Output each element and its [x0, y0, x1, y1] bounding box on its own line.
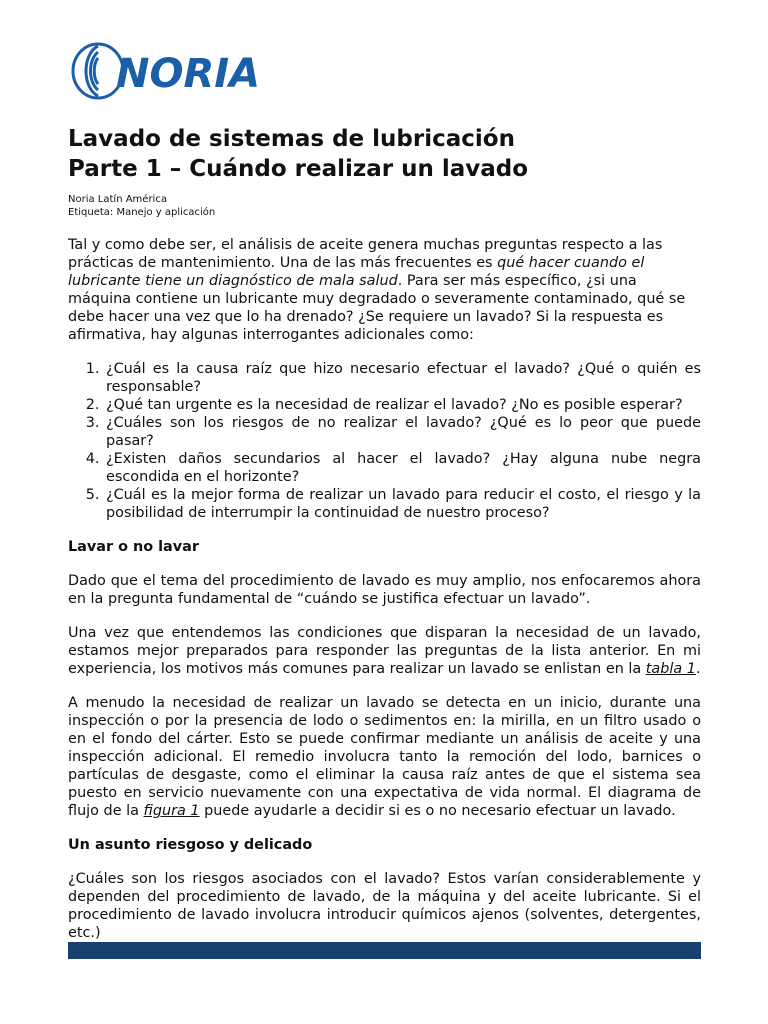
p3-text-a: A menudo la necesidad de realizar un lavado se detecta en un inicio, durante una inspección o por la presencia de lodo o sedimentos en: la mirilla, en un filtro usado o en el fondo del cárter. Esto se puede confirmar mediante un análisis de aceite y una inspección adicional. El remedio involucra tanto la remoción del lodo, barnices o partículas de desgaste, como el eliminar la causa raíz antes de que el sistema sea puesto en servicio nuevamente con una expectativa de vida normal. El diagrama de flujo de la: [68, 695, 701, 819]
questions-list: [68, 360, 701, 522]
tag: Etiqueta: Manejo y aplicación: [68, 207, 216, 218]
brand-wordmark: NORIA: [116, 51, 261, 97]
section1-paragraph-2: [68, 624, 701, 678]
intro-text-a: Tal y como debe ser, el análisis de aceite genera muchas preguntas respecto a las prácticas de mantenimiento. Una de las más frecuentes es: [68, 237, 663, 271]
figura-1-link[interactable]: figura 1: [143, 803, 200, 819]
section1-paragraph-1: Dado que el tema del procedimiento de lavado es muy amplio, nos enfocaremos ahora en la pregunta fundamental de “cuándo se justifica efectuar un lavado”.: [68, 573, 701, 607]
section2-paragraph-1: ¿Cuáles son los riesgos asociados con el lavado? Estos varían considerablemente y dependen del procedimiento de lavado, de la máquina y del aceite lubricante. Si el procedimiento de lavado involucra introducir químicos ajenos (solventes, detergentes, etc.): [68, 871, 701, 941]
p2-text-b: .: [695, 661, 701, 677]
article-body: [68, 236, 701, 958]
list-item: 5. ¿Cuál es la mejor forma de realizar un lavado para reducir el costo, el riesgo y la posibilidad de interrumpir la continuidad de nuestro proceso?: [104, 486, 701, 522]
section1-paragraph-3: [68, 694, 701, 820]
list-item: 3. ¿Cuáles son los riesgos de no realizar el lavado? ¿Qué es lo peor que puede pasar?: [104, 414, 701, 450]
article-meta: [68, 193, 215, 219]
p2-text-a: Una vez que entendemos las condiciones que disparan la necesidad de un lavado, estamos mejor preparados para responder las preguntas de la lista anterior. En mi experiencia, los motivos más comunes para realizar un lavado se enlistan en la: [68, 625, 701, 677]
page-title: [68, 124, 708, 184]
title-line-2: Parte 1 – Cuándo realizar un lavado: [68, 156, 529, 182]
tabla-1-link[interactable]: tabla 1: [645, 661, 696, 677]
noria-logo: [68, 40, 268, 102]
section-heading-riesgoso: Un asunto riesgoso y delicado: [68, 837, 313, 853]
author: Noria Latín América: [68, 194, 167, 205]
intro-paragraph: [68, 236, 701, 344]
intro-emphasis: qué hacer cuando el lubricante tiene un diagnóstico de mala salud: [68, 255, 645, 289]
list-item: 4. ¿Existen daños secundarios al hacer el lavado? ¿Hay alguna nube negra escondida en el horizonte?: [104, 450, 701, 486]
list-item: 2. ¿Qué tan urgente es la necesidad de realizar el lavado? ¿No es posible esperar?: [104, 396, 701, 414]
p3-text-b: puede ayudarle a decidir si es o no necesario efectuar un lavado.: [199, 803, 676, 819]
list-item: 1. ¿Cuál es la causa raíz que hizo necesario efectuar el lavado? ¿Qué o quién es responsable?: [104, 360, 701, 396]
section-heading-lavar: Lavar o no lavar: [68, 539, 199, 555]
title-line-1: Lavado de sistemas de lubricación: [68, 126, 515, 152]
intro-text-b: . Para ser más específico, ¿si una máquina contiene un lubricante muy degradado o severamente contaminado, qué se debe hacer una vez que lo ha drenado? ¿Se requiere un lavado? Si la respuesta es afirmativa, hay algunas interrogantes adicionales como:: [68, 273, 686, 343]
footer-bar: [68, 942, 701, 959]
